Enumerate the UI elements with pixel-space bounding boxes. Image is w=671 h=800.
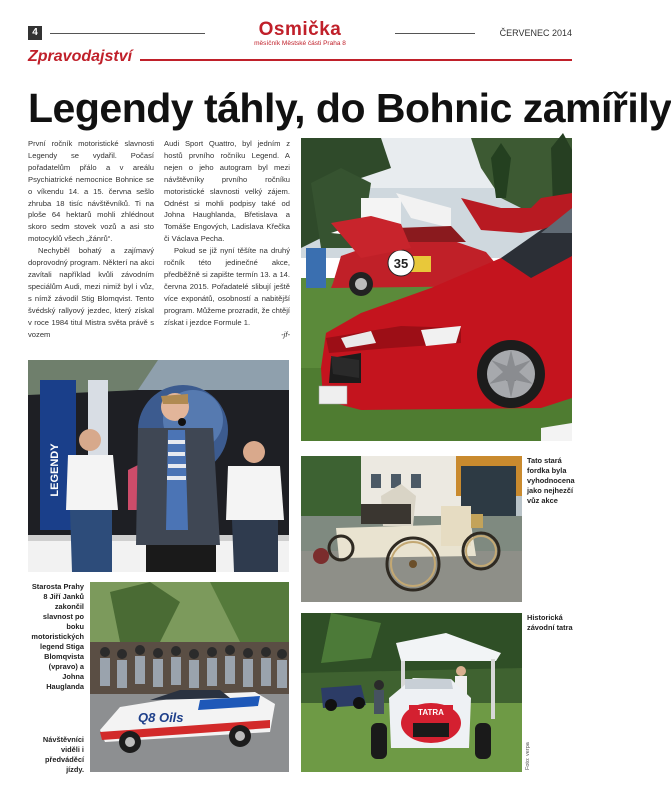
masthead	[200, 20, 400, 48]
section-rule	[140, 59, 572, 61]
caption-ford: Tato stará fordka byla vyhodnocena jako nejhezčí vůz akce	[527, 456, 575, 505]
tatra-sign-text: TATRA	[418, 708, 444, 717]
caption-tatra: Historická závodní tatra	[527, 613, 573, 632]
article-paragraph: Pokud se již nyní těšíte na druhý ročník této jedinečné akce, předběžně si zapište termín 13. a 14. června 2015. Pořadatelé slibují ještě více exponátů, osobností a nabitější program. Můžeme prozradit, že chtějí získat i jezdce Formule 1.	[164, 246, 290, 327]
brand-subtitle: měsíčník Městské části Praha 8	[254, 40, 346, 47]
photo-stage-speakers	[28, 360, 289, 572]
section-label: Zpravodajství	[28, 48, 133, 65]
race-number-text: 35	[393, 256, 409, 271]
article-column-1	[28, 138, 154, 340]
header-rule-left	[50, 33, 205, 34]
article-column-2	[164, 138, 290, 340]
photo-old-ford	[301, 456, 522, 602]
article-paragraph: Audi Sport Quattro, byl jedním z hostů prvního ročníku Legend. A nejen o jeho autogram byl mezi návštěvníky prvního ročníku motoristické slavnosti velký zájem. Odnést si mohli podpisy také od Johna Haughlanda, Břetislava a Tomáše Engových, Ladislava Křečka či Václava Pecha.	[164, 139, 290, 244]
stage-banner-text: LEGENDY	[49, 443, 61, 497]
photo-spectators-race-car	[90, 582, 289, 772]
header-rule-right	[395, 33, 475, 34]
headline: Legendy táhly, do Bohnic zamířily	[28, 85, 671, 131]
brand-name: Osmička	[258, 19, 342, 40]
article-paragraph: První ročník motoristické slavnosti Legendy se vydařil. Počasí pořadatelům přálo a v areálu Psychiatrické nemocnice Bohnice se o víkendu 14. a 15. června sešlo zhruba 18 tisíc návštěvníků. Ti na ploše 64 hektarů mohli zhlédnout skoro sedm stovek vozů a asi sto motocyklů všech „žánrů“.	[28, 139, 154, 244]
caption-spectators: Návštěvníci viděli i předváděcí jízdy.	[42, 735, 84, 774]
issue-date: ČERVENEC 2014	[499, 28, 572, 38]
race-car-sponsor-text: Q8 Oils	[138, 710, 184, 725]
caption-mayor: Starosta Prahy 8 Jiří Janků zakončil slavnost po boku motoristických legend Stiga Blomqvista (vpravo) a Johna Hauglanda	[31, 582, 84, 691]
photo-gullwing-car	[301, 138, 572, 441]
article-paragraph: Nechyběl bohatý a zajímavý doprovodný program. Některí na akci zavítali například kvůli závodním speciálům Audi, mezi nimiž byl i vůz, s nímž závodil Stig Blomqvist. Tento švédský rallyový jezdec, který získal v roce 1984 titul Mistra světa právě s vozem	[28, 246, 154, 339]
photo-tatra-race-car	[301, 613, 522, 772]
photo-credit: Foto: verpa	[525, 742, 531, 770]
author-signature: -jf-	[281, 329, 290, 339]
page-number: 4	[28, 26, 42, 40]
